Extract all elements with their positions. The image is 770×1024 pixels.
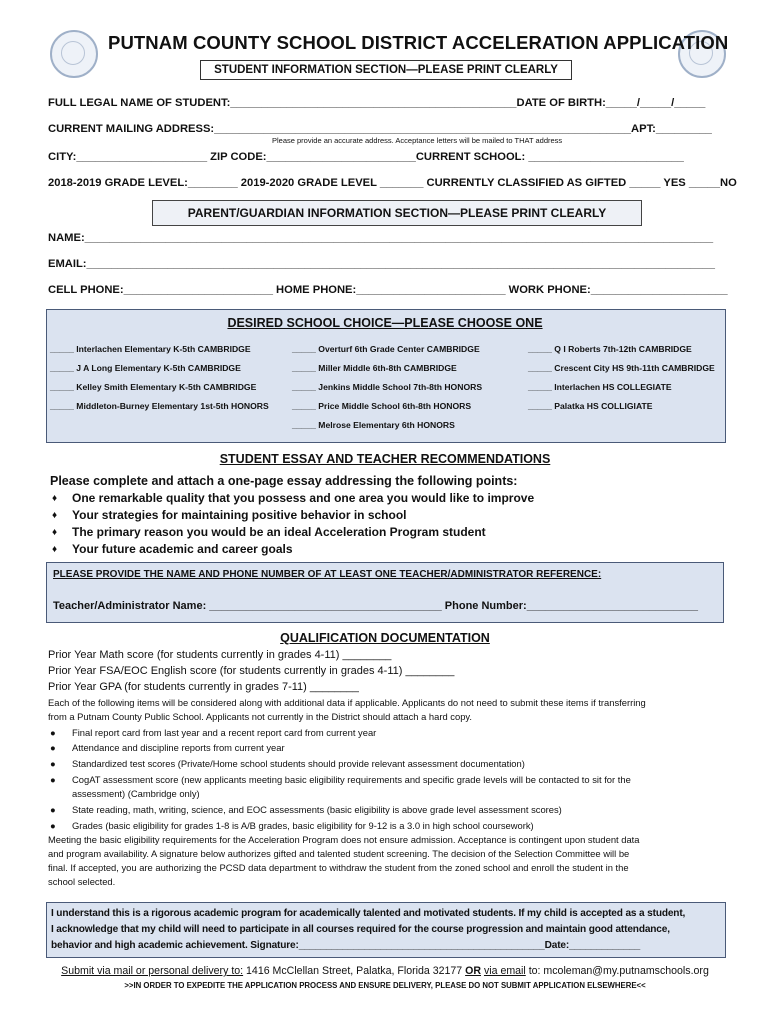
essay-point: One remarkable quality that you possess and one area you would like to improve: [72, 491, 535, 505]
bullet-icon: ●: [50, 774, 56, 785]
page-title: PUTNAM COUNTY SCHOOL DISTRICT ACCELERATION APPLICATION: [108, 32, 729, 53]
essay-intro: Please complete and attach a one-page essay addressing the following points:: [50, 474, 518, 488]
bullet-icon: ●: [50, 820, 56, 831]
doc-item: State reading, math, writing, science, and EOC assessments (basic eligibility is above grade level assessment scores): [72, 804, 562, 815]
essay-point: Your strategies for maintaining positive behavior in school: [72, 508, 407, 522]
parent-phone-line[interactable]: CELL PHONE:________________________ HOME PHONE:________________________ WORK PHONE:______________________: [48, 284, 728, 296]
math-score-line[interactable]: Prior Year Math score (for students currently in grades 4-11) ________: [48, 649, 392, 661]
school-option[interactable]: _____ Interlachen HS COLLEGIATE: [528, 382, 672, 392]
district-seal-left: [50, 30, 98, 78]
considerations-text: Each of the following items will be considered along with additional data if applicable. Applicants do not need to submit these items if transferring: [48, 697, 646, 708]
school-option[interactable]: _____ Interlachen Elementary K-5th CAMBRIDGE: [50, 344, 251, 354]
doc-item: Final report card from last year and a recent report card from current year: [72, 727, 377, 738]
parent-section-header: PARENT/GUARDIAN INFORMATION SECTION—PLEASE PRINT CLEARLY: [152, 200, 642, 226]
essay-point: Your future academic and career goals: [72, 542, 293, 556]
agreement-text: I understand this is a rigorous academic program for academically talented and motivated students. If my child is accepted as a student,: [51, 908, 686, 919]
bullet-icon: ●: [50, 758, 56, 769]
parent-email-line[interactable]: EMAIL:_____________________________________________________________________________________________________: [48, 258, 715, 270]
school-option[interactable]: _____ Kelley Smith Elementary K-5th CAMBRIDGE: [50, 382, 257, 392]
city-zip-school-line[interactable]: CITY:_____________________ ZIP CODE:________________________CURRENT SCHOOL: _________________________: [48, 151, 684, 163]
school-option[interactable]: _____ Melrose Elementary 6th HONORS: [292, 420, 455, 430]
submit-prefix: Submit via mail or personal delivery to:: [61, 965, 244, 977]
diamond-bullet-icon: ♦: [52, 510, 58, 521]
school-option[interactable]: _____ J A Long Elementary K-5th CAMBRIDGE: [50, 363, 241, 373]
english-score-line[interactable]: Prior Year FSA/EOC English score (for students currently in grades 4-11) ________: [48, 665, 455, 677]
delivery-notice: >>IN ORDER TO EXPEDITE THE APPLICATION PROCESS AND ENSURE DELIVERY, PLEASE DO NOT SUBMIT APPLICATION ELSEWHERE<<: [124, 981, 646, 990]
school-option[interactable]: _____ Q I Roberts 7th-12th CAMBRIDGE: [528, 344, 692, 354]
qualification-header: QUALIFICATION DOCUMENTATION: [280, 631, 490, 645]
via-email-label: via email: [483, 965, 526, 977]
signature-line[interactable]: behavior and high academic achievement. Signature:_____________________________________________Date:_____________: [51, 940, 641, 951]
doc-item: CogAT assessment score (new applicants meeting basic eligibility requirements and specific grade levels will be contacted to sit for the: [72, 774, 631, 785]
agreement-text: I acknowledge that my child will need to participate in all courses required for the course progression and maintain good attendance,: [51, 924, 670, 935]
reference-instruction: PLEASE PROVIDE THE NAME AND PHONE NUMBER OF AT LEAST ONE TEACHER/ADMINISTRATOR REFERENCE:: [53, 569, 602, 580]
diamond-bullet-icon: ♦: [52, 544, 58, 555]
submit-instructions: [0, 965, 770, 977]
school-option[interactable]: _____ Crescent City HS 9th-11th CAMBRIDGE: [528, 363, 715, 373]
essay-header: STUDENT ESSAY AND TEACHER RECOMMENDATIONS: [219, 452, 551, 466]
eligibility-text: final. If accepted, you are authorizing the PCSD data department to withdraw the student from the zoned school and enroll the student in the: [48, 862, 629, 873]
considerations-text: from a Putnam County Public School. Applicants not currently in the District should attach a hard copy.: [48, 711, 472, 722]
essay-point: The primary reason you would be an ideal Acceleration Program student: [72, 525, 486, 539]
school-option[interactable]: _____ Overturf 6th Grade Center CAMBRIDGE: [292, 344, 480, 354]
mailing-address: 1416 McClellan Street, Palatka, Florida 32177: [243, 965, 466, 977]
address-note: Please provide an accurate address. Acceptance letters will be mailed to THAT address: [272, 136, 563, 145]
school-option[interactable]: _____ Jenkins Middle School 7th-8th HONORS: [292, 382, 483, 392]
gpa-line[interactable]: Prior Year GPA (for students currently in grades 7-11) ________: [48, 681, 359, 693]
school-choice-header: DESIRED SCHOOL CHOICE—PLEASE CHOOSE ONE: [227, 316, 543, 330]
school-option[interactable]: _____ Middleton-Burney Elementary 1st-5th HONORS: [50, 401, 269, 411]
grade-level-line[interactable]: 2018-2019 GRADE LEVEL:________ 2019-2020 GRADE LEVEL _______ CURRENTLY CLASSIFIED AS GIFTED _____ YES _____NO: [48, 177, 737, 189]
student-name-line[interactable]: FULL LEGAL NAME OF STUDENT:______________________________________________DATE OF BIRTH:_____/_____/_____: [48, 97, 706, 109]
bullet-icon: ●: [50, 804, 56, 815]
student-section-header: STUDENT INFORMATION SECTION—PLEASE PRINT CLEARLY: [200, 60, 572, 80]
doc-item-continued: assessment) (Cambridge only): [72, 788, 200, 799]
eligibility-text: school selected.: [48, 876, 116, 887]
doc-item: Attendance and discipline reports from current year: [72, 742, 285, 753]
eligibility-text: and program availability. A signature below authorizes gifted and talented student screening. The decision of the Selection Committee will be: [48, 848, 630, 859]
bullet-icon: ●: [50, 727, 56, 738]
or-label: OR: [465, 965, 481, 977]
diamond-bullet-icon: ♦: [52, 527, 58, 538]
mailing-address-line[interactable]: CURRENT MAILING ADDRESS:___________________________________________________________________APT:_________: [48, 123, 712, 135]
doc-item: Grades (basic eligibility for grades 1-8 is A/B grades, basic eligibility for 9-12 is a 3.0 in high school coursework): [72, 820, 534, 831]
submit-email[interactable]: to: mcoleman@my.putnamschools.org: [525, 965, 709, 977]
eligibility-text: Meeting the basic eligibility requirements for the Acceleration Program does not ensure admission. Acceptance is contingent upon student data: [48, 834, 640, 845]
school-option[interactable]: _____ Palatka HS COLLIGIATE: [528, 401, 653, 411]
school-option[interactable]: _____ Price Middle School 6th-8th HONORS: [292, 401, 472, 411]
parent-name-line[interactable]: NAME:_____________________________________________________________________________________________________: [48, 232, 714, 244]
doc-item: Standardized test scores (Private/Home school students should provide relevant assessment documentation): [72, 758, 525, 769]
bullet-icon: ●: [50, 742, 56, 753]
school-option[interactable]: _____ Miller Middle 6th-8th CAMBRIDGE: [292, 363, 457, 373]
diamond-bullet-icon: ♦: [52, 493, 58, 504]
reference-line[interactable]: Teacher/Administrator Name: ______________________________________ Phone Number:____________________________: [53, 600, 698, 612]
